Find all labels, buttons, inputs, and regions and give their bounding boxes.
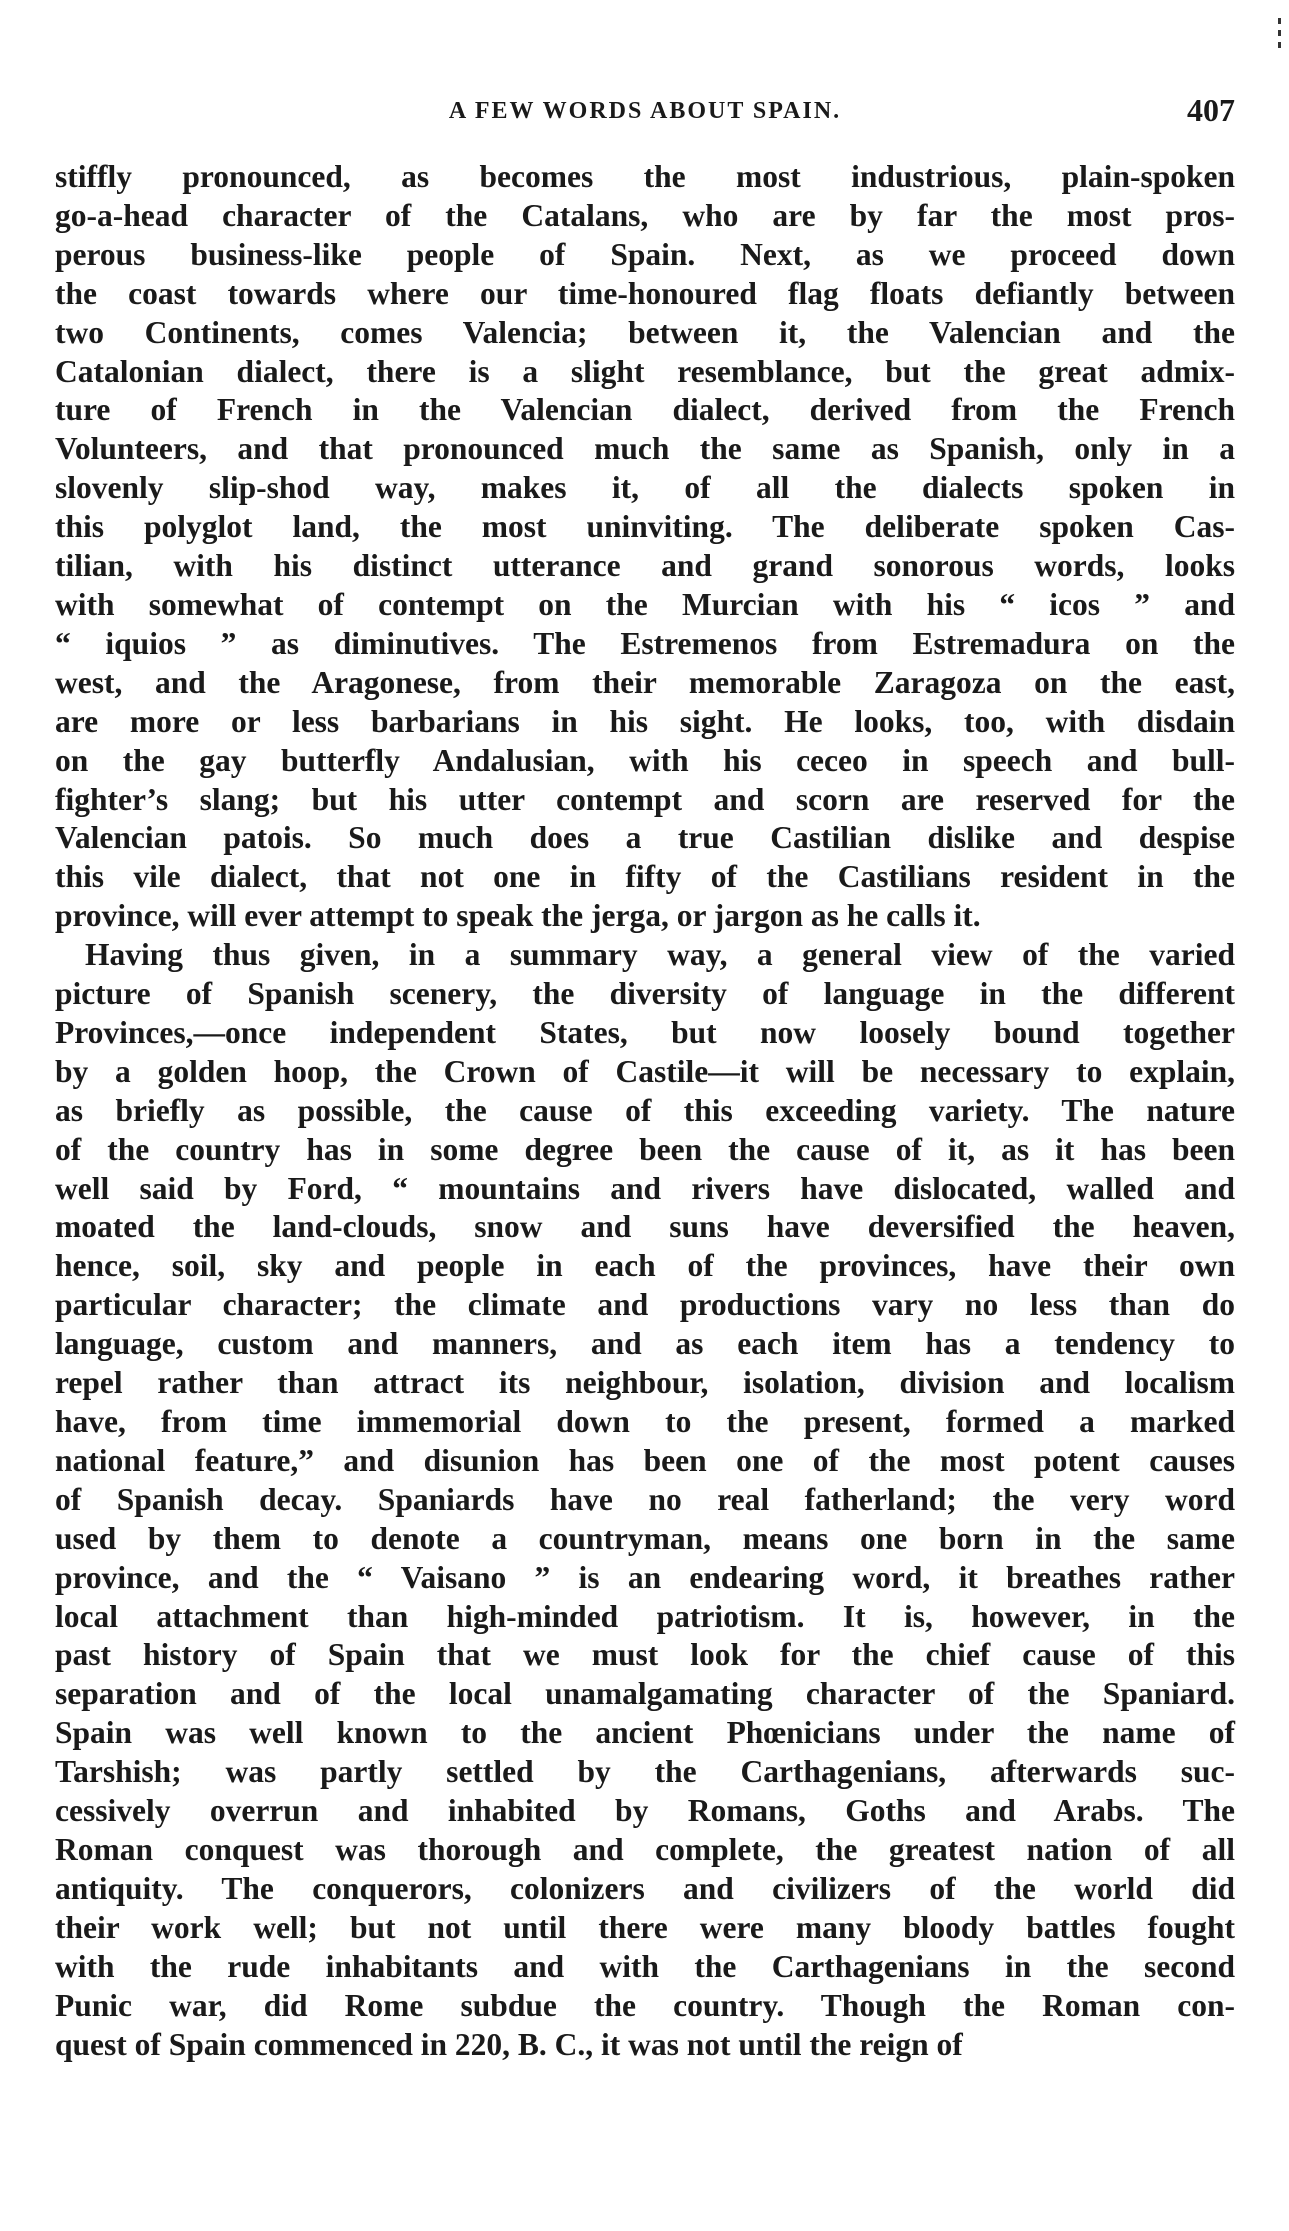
text-line: past history of Spain that we must look for the chief cause of this: [55, 1637, 1235, 1673]
text-line: Provinces,—once independent States, but now loosely bound together: [55, 1014, 1235, 1050]
text-line: quest of Spain commenced in 220, B. C., it was not until the reign of: [55, 2026, 963, 2062]
text-line: cessively overrun and inhabited by Romans, Goths and Arabs. The: [55, 1793, 1235, 1829]
text-line: of the country has in some degree been the cause of it, as it has been: [55, 1131, 1235, 1167]
text-line: slovenly slip-shod way, makes it, of all the dialects spoken in: [55, 470, 1235, 506]
text-line: this vile dialect, that not one in fifty of the Castilians resident in the: [55, 859, 1235, 895]
text-line: well said by Ford, “ mountains and rivers have dislocated, walled and: [55, 1170, 1235, 1206]
text-line: have, from time immemorial down to the present, formed a marked: [55, 1404, 1235, 1439]
text-line: moated the land-clouds, snow and suns have deversified the heaven,: [55, 1209, 1235, 1245]
text-line: province, and the “ Vaisano ” is an endearing word, it breathes rather: [55, 1559, 1235, 1595]
text-line: Roman conquest was thorough and complete, the greatest nation of all: [55, 1831, 1235, 1867]
text-line: go-a-head character of the Catalans, who are by far the most pros-: [55, 197, 1235, 233]
text-line: hence, soil, sky and people in each of the provinces, have their own: [55, 1248, 1235, 1284]
text-line: Catalonian dialect, there is a slight resemblance, but the great admix-: [55, 353, 1235, 389]
text-line: fighter’s slang; but his utter contempt and scorn are reserved for the: [55, 781, 1235, 817]
text-line: antiquity. The conquerors, colonizers and civilizers of the world did: [55, 1870, 1235, 1906]
running-title: A FEW WORDS ABOUT SPAIN.: [448, 98, 842, 124]
page-edge-mark: [1278, 18, 1281, 52]
text-line: the coast towards where our time-honoured flag floats defiantly between: [55, 275, 1235, 311]
book-page: [55, 90, 1235, 2064]
text-line: this polyglot land, the most uninviting. The deliberate spoken Cas-: [55, 509, 1235, 545]
page-number: 407: [1187, 92, 1235, 128]
text-line: ture of French in the Valencian dialect, derived from the French: [55, 392, 1235, 428]
text-line: two Continents, comes Valencia; between it, the Valencian and the: [55, 314, 1235, 350]
text-line: used by them to denote a countryman, means one born in the same: [55, 1520, 1235, 1556]
text-line: by a golden hoop, the Crown of Castile—it will be necessary to explain,: [55, 1053, 1235, 1089]
text-line: language, custom and manners, and as each item has a tendency to: [55, 1326, 1235, 1362]
body-text: [55, 158, 1235, 2064]
text-line: national feature,” and disunion has been one of the most potent causes: [55, 1442, 1235, 1478]
text-line: are more or less barbarians in his sight. He looks, too, with disdain: [55, 703, 1235, 739]
text-line: Valencian patois. So much does a true Castilian dislike and despise: [55, 820, 1235, 856]
text-line: local attachment than high-minded patriotism. It is, however, in the: [55, 1598, 1235, 1634]
text-line: separation and of the local unamalgamating character of the Spaniard.: [55, 1676, 1235, 1712]
text-line: particular character; the climate and productions vary no less than do: [55, 1287, 1235, 1323]
paragraph-1: [55, 158, 1235, 936]
text-line: Volunteers, and that pronounced much the same as Spanish, only in a: [55, 431, 1235, 467]
text-line: on the gay butterfly Andalusian, with his ceceo in speech and bull-: [55, 742, 1235, 778]
text-line: province, will ever attempt to speak the jerga, or jargon as he calls it.: [55, 898, 981, 934]
text-line: stiffly pronounced, as becomes the most industrious, plain-spoken: [55, 159, 1235, 194]
text-line: west, and the Aragonese, from their memorable Zaragoza on the east,: [55, 664, 1235, 700]
text-line: tilian, with his distinct utterance and grand sonorous words, looks: [55, 548, 1235, 584]
page-header: [55, 90, 1235, 138]
text-line: repel rather than attract its neighbour, isolation, division and localism: [55, 1365, 1235, 1401]
text-line: their work well; but not until there were many bloody battles fought: [55, 1909, 1235, 1945]
text-line: Having thus given, in a summary way, a general view of the varied: [85, 937, 1235, 973]
text-line: as briefly as possible, the cause of this exceeding variety. The nature: [55, 1092, 1235, 1128]
text-line: picture of Spanish scenery, the diversity of language in the different: [55, 976, 1235, 1012]
text-line: Punic war, did Rome subdue the country. Though the Roman con-: [55, 1987, 1235, 2023]
text-line: Tarshish; was partly settled by the Carthagenians, afterwards suc-: [55, 1754, 1235, 1790]
text-line: of Spanish decay. Spaniards have no real fatherland; the very word: [55, 1481, 1235, 1517]
text-line: Spain was well known to the ancient Phœnicians under the name of: [55, 1715, 1235, 1751]
paragraph-2: [55, 936, 1235, 2064]
text-line: with somewhat of contempt on the Murcian with his “ icos ” and: [55, 586, 1235, 622]
text-line: “ iquios ” as diminutives. The Estremenos from Estremadura on the: [55, 625, 1235, 661]
text-line: perous business-like people of Spain. Next, as we proceed down: [55, 236, 1235, 272]
text-line: with the rude inhabitants and with the Carthagenians in the second: [55, 1948, 1235, 1984]
